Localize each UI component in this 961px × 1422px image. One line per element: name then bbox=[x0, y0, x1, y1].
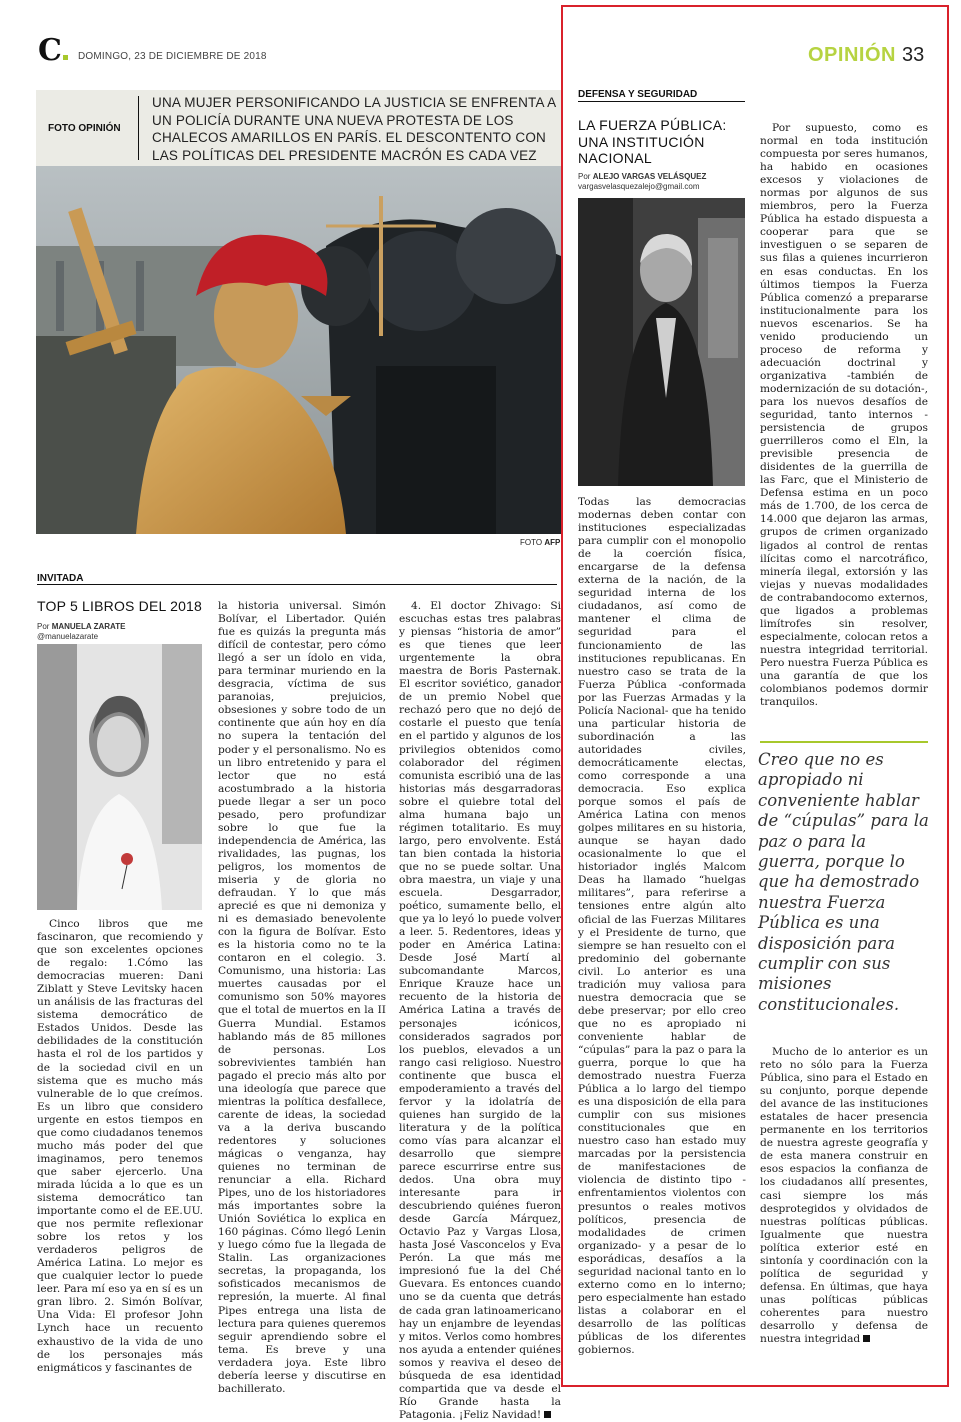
pullquote-divider bbox=[760, 741, 928, 743]
newspaper-logo: C bbox=[38, 36, 68, 66]
logo-dot-icon bbox=[63, 55, 68, 60]
end-of-article-icon bbox=[544, 1411, 551, 1418]
protest-photo bbox=[36, 166, 561, 534]
defensa-divider bbox=[578, 101, 745, 102]
invitada-column-2 bbox=[218, 600, 386, 1396]
defensa-byline: Por ALEJO VARGAS VELÁSQUEZ bbox=[578, 172, 707, 181]
invitada-headline: TOP 5 LIBROS DEL 2018 bbox=[37, 598, 203, 614]
article-text: Todas las democracias modernas deben contar con instituciones especializadas para cumplir con el monopolio de la coerción física, encargarse de la defensa externa de la nación, de la seguridad interna de los ciudadanos, así como de mantener el clima de seguridad para el funcionamiento de las instituciones republicanas. En nuestro caso se trata de la Fuerza Pública -conformada por las Fuerzas Armadas y la Policía Nacional- que ha tenido una particular historia de subordinación a las autoridades civiles, democráticamente electas, como corresponde a una democracia. Eso explica porque somos el país de América Latina con menos golpes militares en su historia, aunque se hayan dado ocasionalmente lo que el historiador inglés Malcom Deas ha llamado “huelgas militares”, para referirse a tensiones entre algún alto oficial de las Fuerzas Militares y el Presidente de turno, que siempre se han resuelto con el predominio del gobernante civil. Lo anterior es una tradición muy valiosa para nuestra democracia que se debe preservar; por ello creo que no es apropiado ni conveniente hablar de “cúpulas” para la paz o para la guerra, porque lo que ha demostrado nuestra Fuerza Pública a lo largo del tiempo es una disposición de ella para cumplir con sus misiones constitucionales que en nuestro caso han estado muy marcadas por la persistencia de manifestaciones de violencia de distinto tipo -enfrentamientos violentos con presuntos o reales motivos políticos, presencia de modalidades de crimen organizado- y a pesar de lo esporádicas, desafíos a la seguridad nacional tanto en lo externo como en lo interno; pero especialmente han estado listas a colaborar en el desarrollo de las políticas públicas de los diferentes gobiernos. bbox=[578, 496, 746, 1357]
pullquote: Creo que no es apropiado ni conveniente hablar de “cúpulas” para la paz o para la guerra, porque lo que ha demostrado nuestra Fuerza Pública es una disposición para cumplir con sus misiones constitucionales. bbox=[758, 750, 929, 1014]
author-photo-image bbox=[578, 198, 745, 486]
defensa-column-1 bbox=[578, 496, 746, 1357]
article-text: Por supuesto, como es normal en toda institución compuesta por seres humanos, ha habido en ocasiones excesos y violaciones de normas por algunos de sus miembros, pero la Fuerza Pública ha estado dispuesta a cooperar para que se investiguen o se separen de sus filas a quienes incurrieron en esas conductas. En los últimos tiempos la Fuerza Pública comenzó a prepararse institucionalmente para los nuevos escenarios. Se ha venido produciendo un proceso de reforma y adecuación doctrinal y organizativa -también de modernización de su dotación-, para los nuevos desafíos de seguridad, tanto internos -persistencia de grupos guerrilleros como el Eln, la previsible presencia de disidentes de la guerrilla de las Farc, que el Ministerio de Defensa estima en un poco más de 1.700, de los cerca de 14.000 que dejaron las armas, grupos de crimen organizado ligados al control de rentas ilícitas como el narcotráfico, minería ilegal, extorsión y las viejas y nuevas modalidades de contrabandocomo externos, que ligados a problemas limítrofes sin resolver, especialmente, colocan retos a nuestra integridad territorial. Pero nuestra Fuerza Pública es una garantía de que los colombianos podemos dormir tranquilos. bbox=[760, 122, 928, 709]
article-text: Cinco libros que me fascinaron, que recomiendo y que son excelentes opciones de regalo: 1.Cómo las democracias mueren: Dani Ziblatt y Steve Levitsky hacen un análisis de las fracturas del sistema democrático de Estados Unidos. Desde las debilidades de la constitución hasta el rol de los partidos y de la sociedad civil en un sistema que es mucho más vulnerable de lo que creímos. Es un libro que considero urgente en estos tiempos en que como ciudadanos tenemos mucho más poder del que imaginamos, pero tenemos que saber ejercerlo. Una mirada lúcida a lo que es un sistema democrático tan importante como el de EE.UU. que nos permite reflexionar sobre los retos y los verdaderos peligros de América Latina. Lo mejor es que cualquier lector lo puede leer. Para mí eso ya en sí es un gran libro. 2. Simón Bolívar, Una Vida: El profesor John Lynch hace un recuento exhaustivo de la vida de uno de los personajes más enigmáticos y fascinantes de bbox=[37, 918, 203, 1374]
defensa-column-3 bbox=[760, 1046, 928, 1346]
protest-photo-image bbox=[36, 166, 561, 534]
invitada-column-1 bbox=[37, 918, 203, 1375]
author-photo-manuela bbox=[37, 644, 202, 910]
article-text: la historia universal. Simón Bolívar, el Libertador. Quién fue es quizás la pregunta más difícil de contestar, pero cómo llegó a ser un ídolo en vida, para terminar muriendo en la desgracia, víctima de sus paranoias, prejuicios, obsesiones y sobre todo de un continente que aún hoy en día no supera la tentación del poder y el personalismo. No es un libro entretenido y para el lector que no está acostumbrado a la historia puede llegar a ser un poco pesado, pero profundizar sobre lo que fue la independencia de América, las rivalidades, las pugnas, los peligros, los momentos de miseria y de gloria no defraudan. Y lo que más aprecié es que ni demoniza y ni es demasiado benevolente con la figura de Bolívar. Esto es la historia como no te la contaron en el colegio. 3. Comunismo, una historia: Las muertes causadas por el comunismo son 50% mayores que el total de muertos en la II Guerra Mundial. Estamos hablando más de 85 millones de personas. Los sobrevivientes también han pagado el precio más alto por una ideología que parece que mientras la política desfallece, carente de ideas, la sociedad va a la deriva buscando redentores y soluciones mágicas o venganza, hay quienes no terminan de renunciar a ella. Richard Pipes, uno de los historiadores más importantes sobre la Unión Soviética lo explica en 160 páginas. Cómo llegó Lenin y luego cómo fue la llegada de Stalin. Las organizaciones secretas, la propaganda, los sofisticados mecanismos de represión, la muerte. Al final Pipes entrega una lista de lectura para quienes queremos seguir aprendiendo sobre el tema. Es breve y una verdadera joya. Este libro debería leerse y discutirse en bachillerato. bbox=[218, 600, 386, 1395]
foto-opinion-divider bbox=[138, 96, 139, 160]
defensa-column-2 bbox=[760, 122, 928, 709]
page-number: 33 bbox=[902, 44, 925, 66]
foto-opinion-caption: UNA MUJER PERSONIFICANDO LA JUSTICIA SE ENFRENTA A UN POLICÍA DURANTE UNA NUEVA PROTESTA DE LOS CHALECOS AMARILLOS EN PARÍS. EL DESCONTENTO CON LAS POLÍTICAS DEL PRESIDENTE MACRÓN ES CADA VEZ bbox=[152, 95, 556, 163]
photo-credit: FOTO AFP bbox=[520, 538, 561, 547]
defensa-section-label: DEFENSA Y SEGURIDAD bbox=[578, 89, 698, 100]
invitada-byline: Por MANUELA ZARATE bbox=[37, 622, 126, 631]
defensa-headline: LA FUERZA PÚBLICA: UNA INSTITUCIÓN NACIONAL bbox=[578, 117, 727, 166]
foto-opinion-label: FOTO OPINIÓN bbox=[48, 123, 121, 134]
defensa-email: vargasvelasquezalejo@gmail.com bbox=[578, 182, 700, 191]
author-photo-alejo bbox=[578, 198, 745, 486]
end-of-article-icon bbox=[863, 1335, 870, 1342]
article-text: 4. El doctor Zhivago: Si escuchas estas tres palabras y piensas “historia de amor” es que tienes que leer urgentemente la obra maestra de Boris Pasternak. El escritor soviético, ganador de un premio Nobel que rechazó pero que no dejó de costarle el puesto que tenía en el partido y algunos de los privilegios obtenidos como colaborador del régimen comunista escribió una de las historias más desgarradoras sobre el quiebre total del alma humana bajo un régimen totalitario. Es muy largo, pero envolvente. Está tan bien contada la historia que no se puede soltar. Una obra maestra, un viaje y una escuela. Desgarrador, poético, sumamente bello, el que ya lo leyó lo puede volver a leer. 5. Redentores, ideas y poder en América Latina: Desde José Martí al subcomandante Marcos, Enrique Krauze hace un recuento de la historia de América Latina a través de personajes icónicos, considerados sagrados por los pueblos, elevados a un rango casi religioso. Nuestro continente que busca el empoderamiento a través del fervor y la idolatría de quienes han surgido de la literatura y de la política como vías para alcanzar el desarrollo que siempre parece escurrirse entre sus dedos. Una obra muy interesante para ir descubriendo quiénes fueron desde García Márquez, Octavio Paz y Vargas Llosa, hasta José Vasconcelos y Eva Perón. La que más me impresionó fue la del Ché Guevara. Es entonces cuando uno se da cuenta que detrás de cada gran latinoamericano hay un enjambre de leyendas y mitos. Verlos como hombres nos ayuda a entender quiénes somos y reaviva el deseo de búsqueda de esa identidad compartida que va desde el Río Grande hasta la Patagonia. ¡Feliz Navidad! bbox=[399, 600, 561, 1421]
section-title: OPINIÓN bbox=[808, 44, 896, 66]
article-text: Mucho de lo anterior es un reto no sólo para la Fuerza Pública, sino para el Estado en su conjunto, porque depende del avance de las instituciones estatales de hacer presencia permanente en los territorios de nuestra agreste geografía y de esta manera construir en esos espacios la confianza de los ciudadanos allí presentes, casi siempre los más desprotegidos y olvidados de nuestras políticas públicas. Igualmente que nuestra política exterior esté en sintonía y coordinación con la política de seguridad y defensa. En últimas, que haya unas políticas públicas coherentes para nuestro desarrollo y defensa de nuestra integridad bbox=[760, 1046, 928, 1346]
issue-date: DOMINGO, 23 DE DICIEMBRE DE 2018 bbox=[78, 51, 267, 62]
author-photo-image bbox=[37, 644, 202, 910]
invitada-divider bbox=[37, 584, 557, 585]
invitada-column-3 bbox=[399, 600, 561, 1422]
invitada-handle: @manuelazarate bbox=[37, 632, 99, 641]
invitada-section-label: INVITADA bbox=[37, 573, 84, 584]
